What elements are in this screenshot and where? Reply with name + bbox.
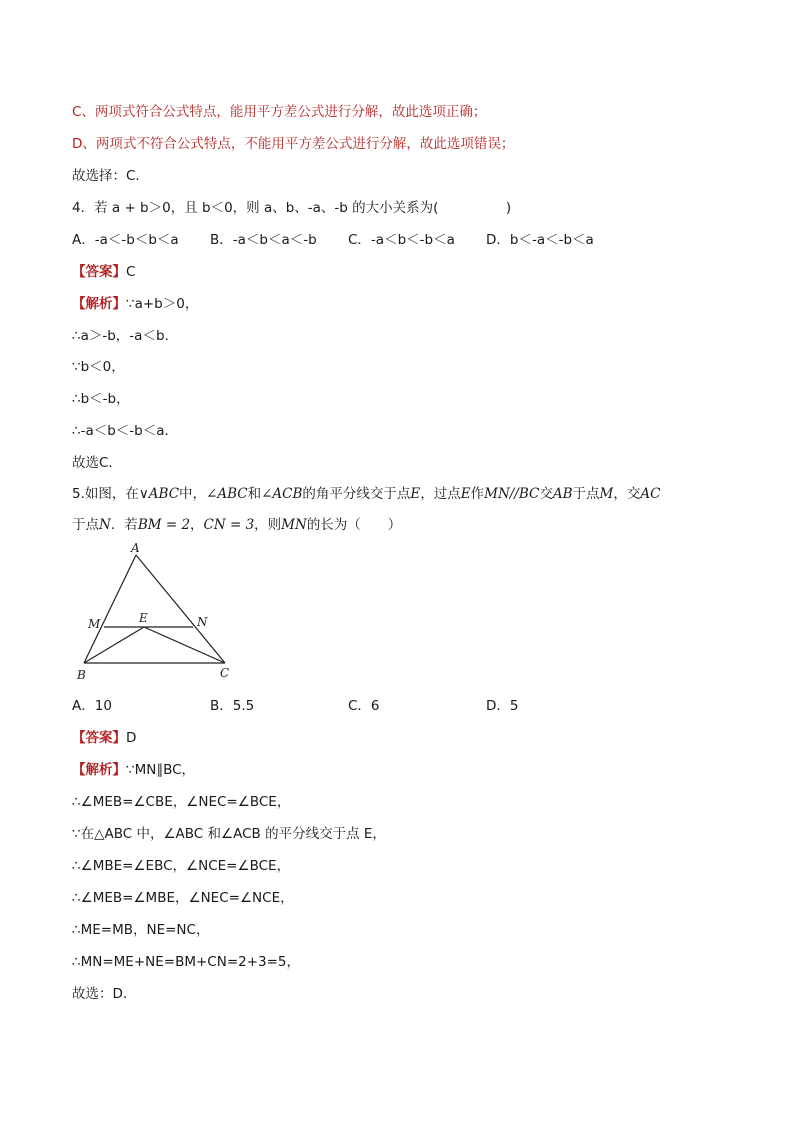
q5-step: ∴∠MEB=∠CBE，∠NEC=∠BCE， (72, 794, 291, 810)
answer-tag: 【答案】 (72, 264, 126, 280)
q3-option-d-explanation: D、两项式不符合公式特点，不能用平方差公式进行分解，故此选项错误； (72, 136, 515, 152)
q4-answer: C (126, 264, 136, 280)
q4-conclusion: 故选C. (72, 455, 113, 471)
q4-step: ∵a+b＞0， (126, 296, 199, 312)
q4-option-a: A．-a＜-b＜b＜a (72, 232, 179, 248)
q4-option-b: B．-a＜b＜a＜-b (210, 232, 317, 248)
answer-tag: 【答案】 (72, 730, 126, 746)
q4-analysis-line (72, 295, 198, 313)
q5-answer-line (72, 729, 136, 747)
segment-ce (144, 627, 225, 663)
q3-choice: 故选择：C． (72, 168, 149, 184)
q5-step: ∴MN=ME+NE=BM+CN=2+3=5， (72, 954, 301, 970)
q5-step: ∵在△ABC 中，∠ABC 和∠ACB 的平分线交于点 E， (72, 826, 386, 842)
q5-stem-line2: 于点N．若BM = 2，CN = 3，则MN的长为（ ） (72, 517, 402, 533)
label-n: N (197, 615, 208, 629)
q4-step: ∴-a＜b＜-b＜a. (72, 423, 169, 439)
label-b: B (77, 668, 86, 682)
q4-stem: 4．若 a + b＞0，且 b＜0，则 a、b、-a、-b 的大小关系为( ) (72, 200, 512, 216)
q4-option-c: C．-a＜b＜-b＜a (348, 232, 455, 248)
q4-step: ∵b＜0， (72, 359, 125, 375)
q5-step: ∴ME=MB，NE=NC， (72, 922, 210, 938)
q5-analysis-line (72, 761, 195, 779)
q3-option-c-explanation: C、两项式符合公式特点，能用平方差公式进行分解，故此选项正确； (72, 104, 487, 120)
q5-stem-line1: 5.如图，在∨ABC中，∠ABC和∠ACB的角平分线交于点E，过点E作MN//BC交AB于点M，交AC (72, 486, 661, 502)
triangle-abc: ∨ABC (138, 486, 180, 502)
analysis-tag: 【解析】 (72, 296, 126, 312)
q4-step: ∴b＜-b， (72, 391, 130, 407)
q5-answer: D (126, 730, 137, 746)
q4-step: ∴a＞-b，-a＜b. (72, 328, 169, 344)
q5-conclusion: 故选：D． (72, 986, 137, 1002)
q5-option-a: A．10 (72, 698, 112, 714)
label-c: C (220, 666, 230, 680)
analysis-tag: 【解析】 (72, 762, 126, 778)
triangle-figure (70, 540, 245, 685)
q5-step: ∴∠MEB=∠MBE，∠NEC=∠NCE， (72, 890, 294, 906)
label-m: M (88, 617, 101, 631)
q4-option-d: D．b＜-a＜-b＜a (486, 232, 594, 248)
q4-answer-line (72, 263, 135, 281)
side-ac (136, 555, 225, 663)
label-a: A (131, 541, 140, 555)
label-e: E (139, 611, 148, 625)
q5-option-b: B．5.5 (210, 698, 255, 714)
q5-option-c: C．6 (348, 698, 380, 714)
q5-step: ∵MN∥BC， (126, 762, 196, 778)
q5-step: ∴∠MBE=∠EBC，∠NCE=∠BCE， (72, 858, 291, 874)
q5-option-d: D．5 (486, 698, 519, 714)
